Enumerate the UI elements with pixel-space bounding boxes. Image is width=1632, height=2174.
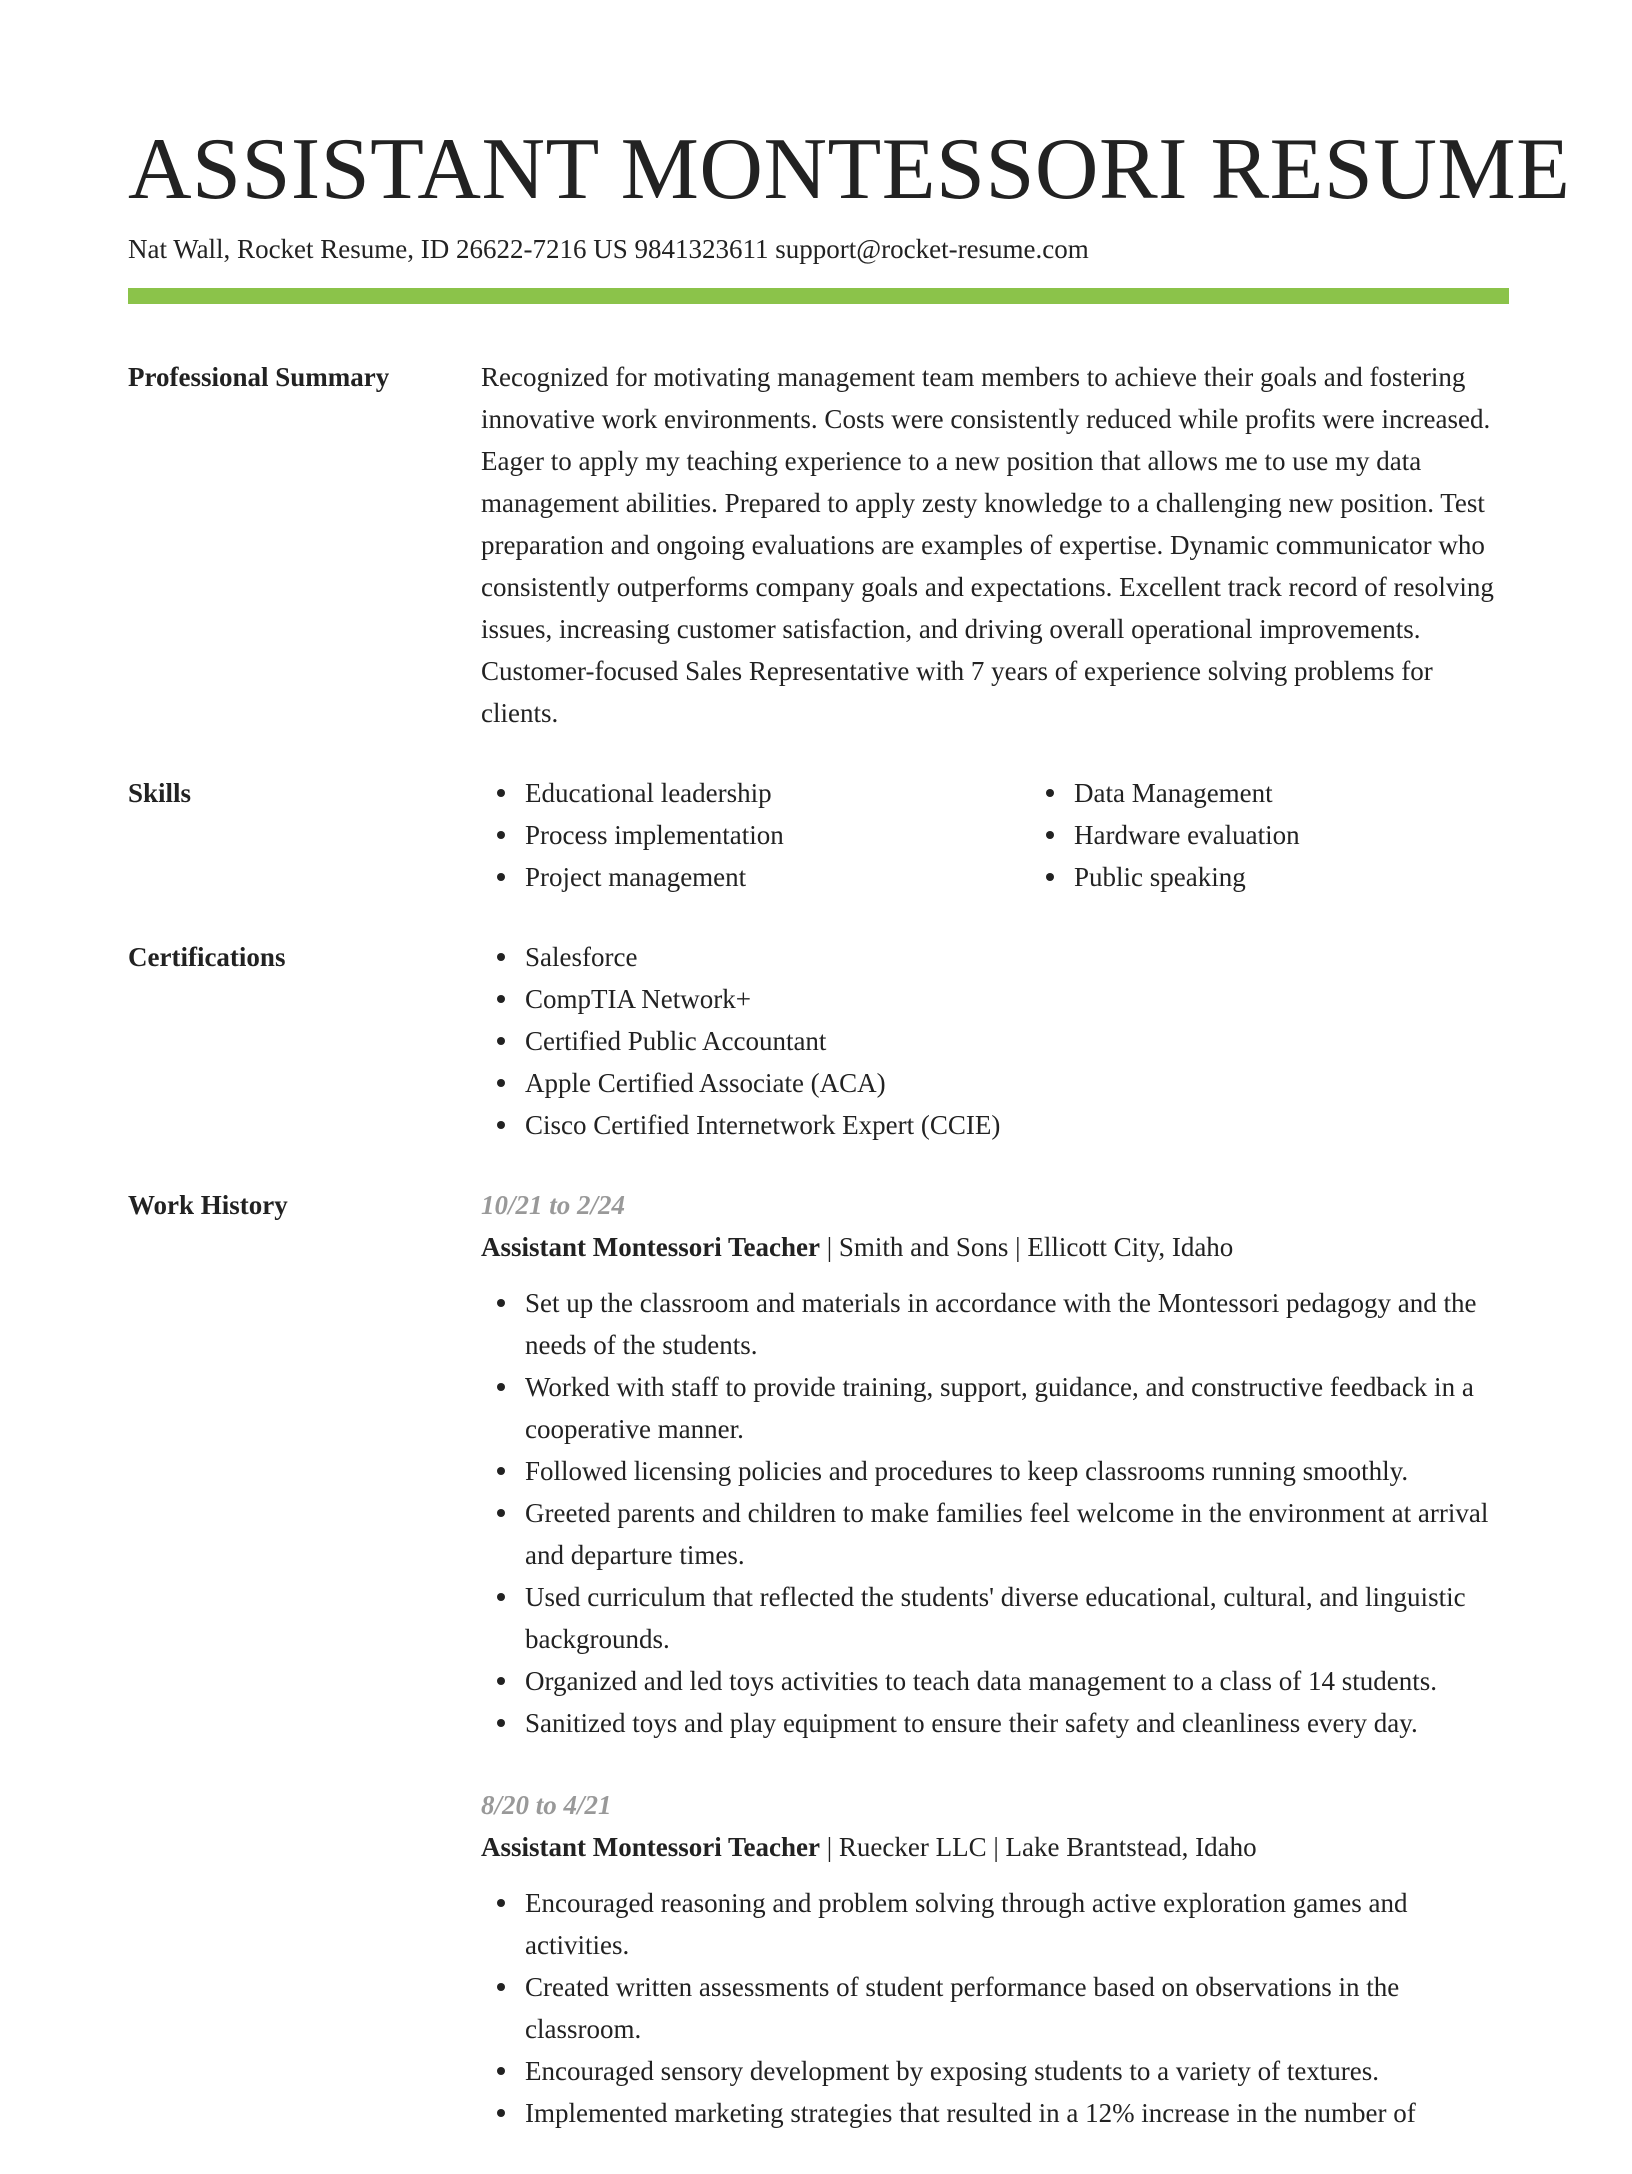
certifications-list (481, 936, 1509, 1146)
certifications-label: Certifications (128, 942, 286, 972)
summary-section (128, 356, 1509, 734)
skills-section (128, 772, 1509, 898)
job-bullet: Worked with staff to provide training, support, guidance, and constructive feedback in a cooperative manner. (525, 1366, 1509, 1450)
job-bullet: Created written assessments of student performance based on observations in the classroom. (525, 1966, 1509, 2050)
job-dates: 10/21 to 2/24 (481, 1190, 626, 1220)
job-title: Assistant Montessori Teacher (481, 1232, 820, 1262)
job-bullet: Followed licensing policies and procedures to keep classrooms running smoothly. (525, 1450, 1509, 1492)
job-bullets (481, 1882, 1509, 2134)
job-dates: 8/20 to 4/21 (481, 1790, 612, 1820)
skill-item: Public speaking (1074, 856, 1579, 898)
certification-item: Salesforce (525, 936, 1509, 978)
skills-label: Skills (128, 778, 192, 808)
summary-label: Professional Summary (128, 362, 390, 392)
skill-item: Hardware evaluation (1074, 814, 1579, 856)
certifications-section (128, 936, 1509, 1146)
skill-item: Project management (525, 856, 1030, 898)
contact-line: Nat Wall, Rocket Resume, ID 26622-7216 US 9841323611 support@rocket-resume.com (128, 234, 1089, 264)
certification-item: Cisco Certified Internetwork Expert (CCIE) (525, 1104, 1509, 1146)
job-bullet: Implemented marketing strategies that resulted in a 12% increase in the number of (525, 2092, 1509, 2134)
job-header (481, 1826, 1509, 1868)
job-bullet: Set up the classroom and materials in accordance with the Montessori pedagogy and the needs of the students. (525, 1282, 1509, 1366)
job-title: Assistant Montessori Teacher (481, 1832, 820, 1862)
skills-list-left (481, 772, 1030, 898)
job-entry (481, 1184, 1509, 1744)
job-bullet: Encouraged sensory development by exposing students to a variety of textures. (525, 2050, 1509, 2092)
job-details: | Smith and Sons | Ellicott City, Idaho (820, 1232, 1234, 1262)
job-bullet: Organized and led toys activities to teach data management to a class of 14 students. (525, 1660, 1509, 1702)
certification-item: CompTIA Network+ (525, 978, 1509, 1020)
resume-page (128, 0, 1571, 2174)
resume-title: ASSISTANT MONTESSORI RESUME (128, 121, 1571, 218)
job-details: | Ruecker LLC | Lake Brantstead, Idaho (820, 1832, 1257, 1862)
job-bullet: Sanitized toys and play equipment to ensure their safety and cleanliness every day. (525, 1702, 1509, 1744)
skill-item: Educational leadership (525, 772, 1030, 814)
accent-divider (128, 288, 1509, 304)
job-entry (481, 1784, 1509, 2134)
job-header (481, 1226, 1509, 1268)
job-bullets (481, 1282, 1509, 1744)
certification-item: Certified Public Accountant (525, 1020, 1509, 1062)
skills-list-right (1030, 772, 1579, 898)
job-bullet: Greeted parents and children to make families feel welcome in the environment at arrival and departure times. (525, 1492, 1509, 1576)
skill-item: Data Management (1074, 772, 1579, 814)
summary-text: Recognized for motivating management team members to achieve their goals and fostering innovative work environments. Costs were consistently reduced while profits were increased. Eager to apply my teaching experience to a new position that allows me to use my data management abilities. Prepared to apply zesty knowledge to a challenging new position. Test preparation and ongoing evaluations are examples of expertise. Dynamic communicator who consistently outperforms company goals and expectations. Excellent track record of resolving issues, increasing customer satisfaction, and driving overall operational improvements. Customer-focused Sales Representative with 7 years of experience solving problems for clients. (481, 362, 1494, 728)
skill-item: Process implementation (525, 814, 1030, 856)
work-history-section (128, 1184, 1509, 2174)
job-bullet: Encouraged reasoning and problem solving through active exploration games and activities. (525, 1882, 1509, 1966)
certification-item: Apple Certified Associate (ACA) (525, 1062, 1509, 1104)
work-history-label: Work History (128, 1190, 288, 1220)
job-bullet: Used curriculum that reflected the students' diverse educational, cultural, and linguistic backgrounds. (525, 1576, 1509, 1660)
